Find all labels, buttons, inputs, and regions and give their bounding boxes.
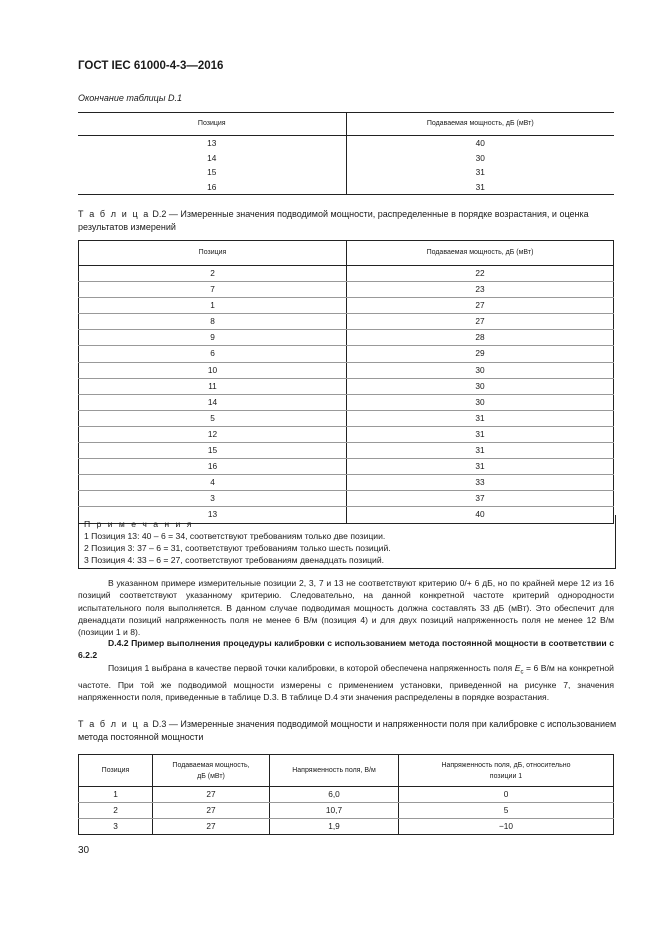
table-row [79,362,614,378]
table-cell: 10,7 [270,803,399,819]
table-cell: 27 [153,803,270,819]
table-row [78,165,614,180]
table-row [79,787,614,803]
table-cell: 3 [79,819,153,835]
table-row [79,266,614,282]
table-cell: 0 [399,787,614,803]
table-header-row [79,755,614,787]
column-header: Позиция [79,755,153,787]
table-row [79,426,614,442]
table-cell: 12 [79,426,347,442]
notes-frame [78,515,616,569]
table-cell: 40 [346,136,614,151]
table-cell: 22 [347,266,614,282]
table-cell: 5 [399,803,614,819]
table-row [79,330,614,346]
table-cell: 27 [347,314,614,330]
table-cell: 23 [347,282,614,298]
table-row [78,180,614,195]
table-cell: 31 [347,443,614,459]
table-row [79,314,614,330]
table-cell: 31 [346,180,614,195]
table-cell: 9 [79,330,347,346]
table-cell: 15 [207,167,217,177]
column-header: Напряженность поля, дБ, относительно позиции 1 [399,755,614,787]
note-item: 3 Позиция 4: 33 – 6 = 27, соответствуют требованиям двенадцать позиций. [84,555,385,565]
table-header-row [79,241,614,266]
table-cell: 37 [347,491,614,507]
table-cell: 1 [79,787,153,803]
table-cell: 1,9 [270,819,399,835]
table-row [79,394,614,410]
table-cell: 15 [79,443,347,459]
column-header: Напряженность поля, В/м [270,755,399,787]
note-item: 1 Позиция 13: 40 – 6 = 34, соответствуют требованиям только две позиции. [84,531,386,541]
table-cell: −10 [399,819,614,835]
table-row [79,298,614,314]
table-cell: 27 [153,819,270,835]
table-cell: 8 [79,314,347,330]
table-cell: 30 [347,362,614,378]
table-cell: 2 [79,266,347,282]
table-cell: 30 [346,151,614,166]
symbol-subscript: c [520,669,524,676]
column-header: Подаваемая мощность, дБ (мВт) [153,755,270,787]
table-cell: 13 [207,138,217,148]
paragraph-text: Позиция 1 выбрана в качестве первой точки калибровки, в которой обеспечена напряженность поля [108,663,515,673]
table-d1 [78,112,614,195]
table-cell: 11 [79,378,347,394]
symbol-e: E [514,663,521,673]
table-caption-text: D.2 — Измеренные значения подводимой мощности, распределенные в порядке возрастания, и оценка результатов измерений [78,209,589,232]
table-cell: 14 [207,152,217,163]
table-row [79,491,614,507]
table-cell: 6,0 [270,787,399,803]
table-cell: 2 [79,803,153,819]
table-d2-caption [78,208,618,234]
table-row [79,459,614,475]
table-cell: 10 [79,362,347,378]
table-row [79,475,614,491]
paragraph [78,662,614,704]
table-row [78,151,614,166]
column-header: Подаваемая мощность, дБ (мВт) [347,241,614,266]
table-cell: 1 [79,298,347,314]
notes-title: П р и м е ч а н и я [84,519,194,529]
table-cell: 3 [79,491,347,507]
table-cell: 28 [347,330,614,346]
table-row [79,346,614,362]
column-header: Позиция [78,113,346,136]
table-row [79,378,614,394]
table-cell: 6 [79,346,347,362]
paragraph-text: = 6 В/м на конкретной частоте. При той же подводимой мощности измерены с применением установки, приведенной на рисунке 7, значения напряженности поля, приведенные в таблице D.3. В таблице D.4 эти значения распределены в порядке возрастания. [78,663,614,703]
table-row [79,410,614,426]
table-caption-text: D.3 — Измеренные значения подводимой мощности и напряженности поля при калибровке с использованием метода постоянной мощности [78,719,617,742]
table-row [79,803,614,819]
table-cell: 31 [347,410,614,426]
table-cell: 30 [347,394,614,410]
table-cell: 31 [346,165,614,180]
table-label: Т а б л и ц а [78,209,150,219]
table-label: Т а б л и ц а [78,719,150,729]
table-d3 [78,754,614,835]
table-row [79,443,614,459]
table-row [78,136,614,151]
section-heading: D.4.2 Пример выполнения процедуры калибровки с использованием метода постоянной мощности в соответствии с 6.2.2 [78,638,614,661]
table-cell: 40 [347,507,614,523]
table-row [79,819,614,835]
table-cell: 31 [347,459,614,475]
table-cell: 27 [153,787,270,803]
table-d3-caption [78,718,618,744]
table-cell: 7 [79,282,347,298]
table-cell: 4 [79,475,347,491]
table-row [79,282,614,298]
column-header: Подаваемая мощность, дБ (мВт) [346,113,614,136]
table-cell: 29 [347,346,614,362]
table-cell: 13 [79,507,347,523]
table-cell: 5 [79,410,347,426]
table-cell: 27 [347,298,614,314]
table-d2 [78,240,614,524]
table-cell: 33 [347,475,614,491]
table-d1-caption: Окончание таблицы D.1 [78,93,182,103]
column-header: Позиция [79,241,347,266]
table-header-row [78,113,614,136]
table-cell: 16 [78,180,346,195]
standard-title: ГОСТ IEC 61000-4-3—2016 [78,60,224,72]
table-cell: 16 [79,459,347,475]
table-cell: 31 [347,426,614,442]
table-cell: 14 [79,394,347,410]
note-item: 2 Позиция 3: 37 – 6 = 31, соответствуют требованиям только шесть позиций. [84,543,391,553]
table-cell: 30 [347,378,614,394]
page-number: 30 [78,845,90,856]
paragraph: В указанном примере измерительные позиции 2, 3, 7 и 13 не соответствуют критерию 0/+ 6 дБ, но по крайней мере 12 из 16 позиций соответствуют указанному критерию. Следовательно, на данной конкретной частоте критерий однородности испытательного поля выполняется. В данном случае подводимая мощность должна составлять 33 дБ (мВт). Это обеспечит для двенадцати позиций напряженность поля не менее 6 В/м (позиция 4) и для двух позиций напряженность поля не менее 12 В/м (позиции 1 и 8). [78,578,614,638]
